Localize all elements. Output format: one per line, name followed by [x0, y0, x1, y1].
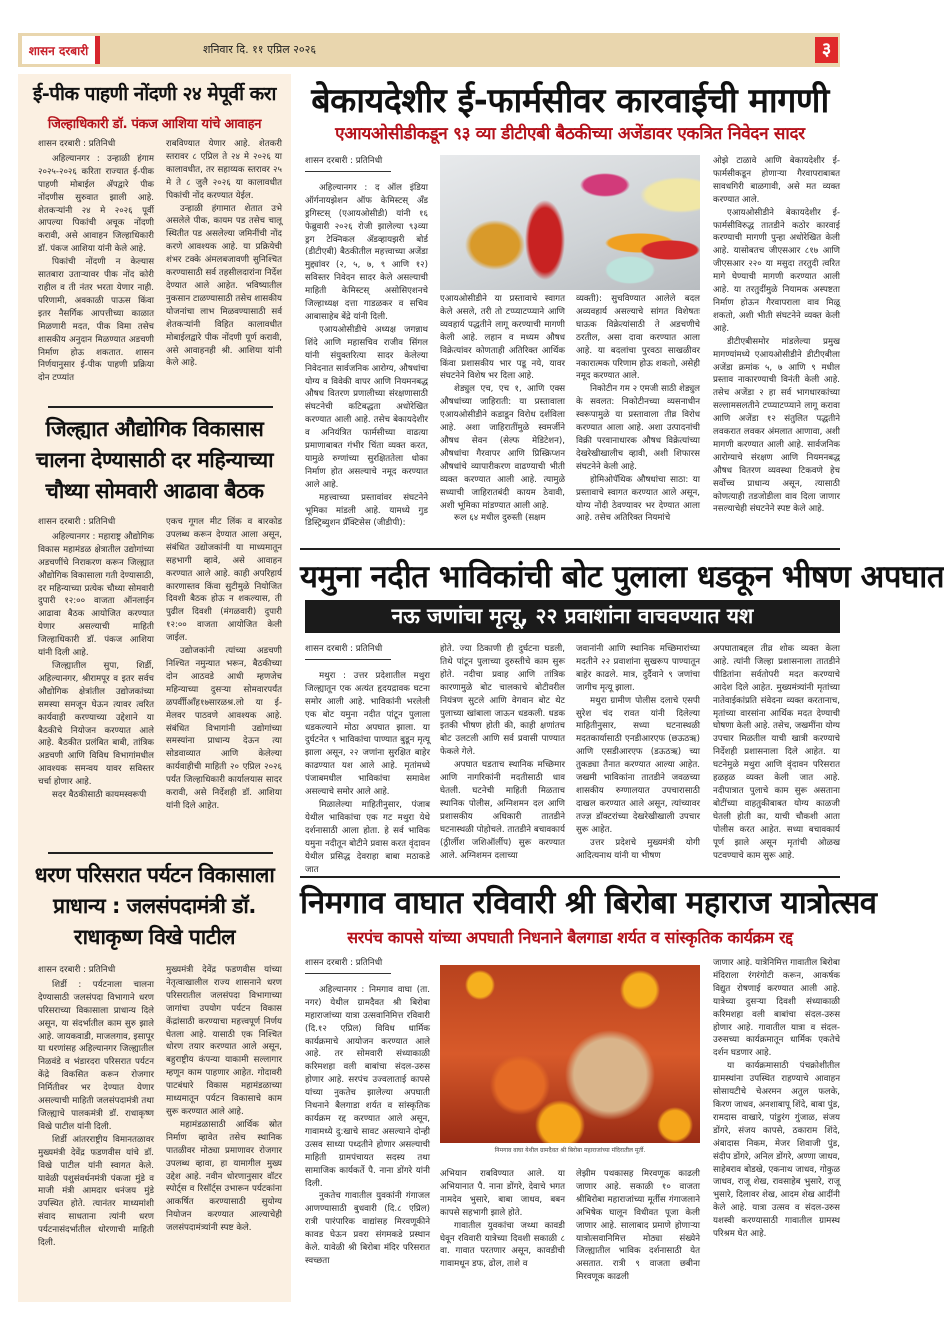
subhead-epeek: जिल्हाधिकारी डॉ. पंकज आशिया यांचे आवाहन [47, 117, 262, 132]
article-paragraph: सदर बैठकीसाठी कायमस्वरूपी [52, 790, 147, 801]
article-paragraph: मिळालेल्या माहितीनुसार, पंजाब येथील भाविकांचा एक गट मथुरा येथे दर्शनासाठी आला होता. हे सर्व भाविक यमुना नदीतून बोटीने प्रवास करत वृंदावन येथील प्रसिद्ध देवराहा बाबा मठाकडे जात [305, 799, 430, 875]
article-paragraph: होते. ज्या ठिकाणी ही दुर्घटना घडली, तिथे पांटून पुलाच्या दुरुस्तीचे काम सुरू होते. नदीचा प्रवाह आणि तांत्रिक कारणामुळे बोट चालकाचे बोटीवरील नियंत्रण सुटले आणि वेगवान बोट थेट पुलाच्या खांबाला जाऊन धडकली. धडक इतकी भीषण होती की, काही क्षणांतच बोट उलटली आणि सर्व प्रवासी पाण्यात फेकले गेले. [440, 644, 565, 758]
article-column [166, 138, 282, 400]
headline-nimgaon: निमगाव वाघात रविवारी श्री बिरोबा महाराज यात्रोत्सव [300, 885, 877, 921]
article-column [305, 155, 428, 545]
article-paragraph: निकोटीन गम २ एमजी साठी शेड्युल के सवलत: निकोटीनच्या व्यसनाधीन स्वरूपामुळे या प्रस्तावाला तीव्र विरोध करण्यात आला आहे. अशा उत्पादनांची विक्री परवानाधारक औषध विक्रेत्यांच्या देखरेखीखालीच व्हावी, अशी शिफारस संघटनेने केली आहे. [576, 384, 701, 472]
headline-line: धरण परिसरात पर्यटन विकासाला [34, 863, 275, 887]
article-paragraph: मथुरा ग्रामीण पोलीस दलाचे एसपी सुरेश चंद रावत यांनी दिलेल्या माहितीनुसार, सध्या घटनास्थळी मदतकार्यासाठी एनडीआरएफ (छऊठऋ) आणि एसडीआरएफ (डऊठऋ) च्या तुकड्या तैनात करण्यात आल्या आहेत. जखमी भाविकांना तातडीने जवळच्या शासकीय रुग्णालयात उपचारासाठी दाखल करण्यात आले असून, त्यांच्यावर तज्ज्ञ डॉक्टरांच्या देखरेखीखाली उपचार सुरू आहेत. [576, 695, 700, 835]
page-number: ३ [815, 37, 838, 63]
headline-line: प्राधान्य : जलसंपदामंत्री डॉ. [53, 894, 256, 918]
article-paragraph: मुख्यमंत्री देवेंद्र फडणवीस यांच्या नेतृत्वाखालील राज्य शासनाने धरण परिसरातील जलसंपदा विभागाच्या जागांचा उपयोग पर्यटन विकास केंद्रांसाठी करण्याचा महत्त्वपूर्ण निर्णय घेतला आहे. यासाठी एक निश्चित धोरण तयार करण्यात आले असून, बहुराष्ट्रीय कंपन्या याकामी सल्लागार म्हणून काम पाहणार आहेत. गोदावरी पाटबंधारे विकास महामंडळाच्या माध्यमातून पर्यटन विकासाचे काम सुरू करण्यात आले आहे. [166, 965, 282, 1117]
article-paragraph: गावातील युवकांचा जथ्था कावडी घेवून रविवारी यात्रेच्या दिवशी सकाळी ८ वा. गावात परतणार असून, कावडीची गावामधून डफ, ढोल, ताशे व [440, 1220, 565, 1270]
article-column [166, 964, 282, 1294]
headline-dam [22, 860, 287, 953]
article-column [440, 1168, 565, 1298]
article-paragraph: उद्योजकांनी त्यांच्या अडचणी निश्चित नमुन्यात भरून, बैठकीच्या दोन आठवडे आधी म्हणजेच महिन्याच्या दुसऱ्या सोमवारपर्यंत ळपर्वीीऑंह१७सारळश्र.लो या ई-मेलवर पाठवणे आवश्यक आहे. संबंधित विभागांनी उद्योगांच्या समस्यांना प्राधान्य देऊन त्या सोडवाव्यात आणि केलेल्या कार्यवाहीची माहिती २० एप्रिल २०२६ पर्यंत जिल्हाधिकारी कार्यालयास सादर करावी, असे निर्देशही डॉ. आशिया यांनी दिले आहेत. [166, 646, 282, 811]
article-paragraph: जवानांनी आणि स्थानिक मच्छिमारांच्या मदतीने २२ प्रवाशांना सुखरूप पाण्यातून बाहेर काढले. मात्र, दुर्दैवाने ९ जणांचा जागीच मृत्यू झाला. [576, 644, 700, 693]
article-column [576, 643, 700, 873]
headline-epeek: ई-पीक पाहणी नोंदणी २४ मेपूर्वी करा [33, 83, 276, 105]
headline-line: चालना देण्यासाठी दर महिन्याच्या [35, 448, 274, 472]
article-paragraph: शिर्डी आंतरराष्ट्रीय विमानतळावर मुख्यमंत्री देवेंद्र फडणवीस यांचे डॉ. विखे पाटील यांनी स्वागत केले. यावेळी पशुसंवर्धनमंत्री पंकजा मुंडे व माजी मंत्री आमदार धनंजय मुंडे उपस्थित होते. त्यानंतर माध्यमांशी संवाद साधताना त्यांनी धरण पर्यटनासंदर्भातील धोरणाची माहिती दिली. [38, 1134, 154, 1249]
article-paragraph: एआयओसीडीने या प्रस्तावाचे स्वागत केले असले, तरी तो टप्प्याटप्प्याने आणि व्यवहार्य पद्धतीने लागू करण्याची मागणी केली आहे. लहान व मध्यम औषध विक्रेत्यांवर कोणताही अतिरिक्त आर्थिक किंवा प्रशासकीय भार पडू नये, यावर संघटनेने विशेष भर दिला आहे. [440, 294, 565, 382]
divider [48, 406, 273, 408]
article-paragraph: अहिल्यानगर : उन्हाळी हंगाम २०२५-२०२६ करिता राज्यात ई-पीक पाहणी मोबाईल ॲपद्वारे पीक नोंदणीस सुरुवात झाली आहे. शेतकऱ्यांनी २४ मे २०२६ पूर्वी आपल्या पिकांची अचूक नोंदणी करावी, असे आवाहन जिल्हाधिकारी डॉ. पंकज आशिया यांनी केले आहे. [38, 153, 154, 255]
article-column [440, 643, 565, 873]
headline-line: जिल्ह्यात औद्योगिक विकासास [45, 417, 264, 441]
byline: शासन दरबारी : प्रतिनिधी [305, 155, 391, 172]
photo-caption: निमगाव वाघा येथील ग्रामदैवत श्री बिरोबा महाराजांच्या मंदिरातील मूर्ती. [494, 1147, 646, 1154]
article-column [305, 957, 430, 1297]
article-column [38, 964, 154, 1294]
article-paragraph: अहिल्यानगर : निमगाव वाघा (ता. नगर) येथील ग्रामदैवत श्री बिरोबा महाराजांच्या यात्रा उत्सवानिमित्त रविवारी (दि.१२ एप्रिल) विविध धार्मिक कार्यक्रमाचे आयोजन करण्यात आले आहे. तर सोमवारी संध्याकाळी करिमशहा वली बाबांचा संदल-उरुस होणार आहे. सरपंच उज्वलाताई कापसे यांच्या नुकतेच झालेल्या अपघाती निधनाने बैलगाडा शर्यत व सांस्कृतिक कार्यक्रम रद्द करण्यात आले असून, गावामध्ये दु:खाचे सावट असल्याने दोन्ही उत्सव साध्या पध्दतीने होणार असल्याची माहिती ग्रामपंचायत सदस्य तथा सामाजिक कार्यकर्ते पै. नाना डोंगरे यांनी दिली. [305, 984, 430, 1189]
subhead-pharmacy: एआयओसीडीकडून ९३ व्या डीटीएबी बैठकीच्या अजेंडावर एकत्रित निवेदन सादर [335, 124, 805, 144]
byline: शासन दरबारी : प्रतिनिधी [305, 643, 391, 660]
headline-yamuna: यमुना नदीत भाविकांची बोट पुलाला धडकून भीषण अपघात [300, 559, 944, 595]
article-paragraph: एआयओसीडीने बेकायदेशीर ई-फार्मसीविरुद्ध तातडीने कठोर कारवाई करण्याची मागणी पुन्हा अधोरेखित केली आहे. यासोबतच जीएसआर ८१७ आणि जीएसआर २२० या मसुदा तरतुदी त्वरित मागे घेण्याची मागणी करण्यात आली आहे. या तरतुदींमुळे नियामक अस्पष्टता निर्माण होऊन गैरवापराला वाव मिळू शकतो, अशी भीती संघटनेने व्यक्त केली आहे. [713, 207, 840, 334]
article-paragraph: शेड्युल एच, एच १, आणि एक्स औषधांच्या जाहिराती: या प्रस्तावाला एआयओसीडीने कडाडून विरोध दर्शविला आहे. अशा जाहिरातींमुळे स्वमर्जीने औषध सेवन (सेल्फ मेडिटेशन), औषधांचा गैरवापर आणि प्रिस्क्रिप्शन औषधांचे व्यापारीकरण वाढण्याची भीती व्यक्त करण्यात आली आहे. त्यामुळे सध्याची जाहिरातबंदी कायम ठेवावी, अशी भूमिका मांडण्यात आली आहे. [440, 384, 565, 511]
divider [300, 876, 840, 878]
article-paragraph: उत्तर प्रदेशचे मुख्यमंत्री योगी आदित्यनाथ यांनी या भीषण [576, 837, 700, 861]
headline-pharmacy: बेकायदेशीर ई-फार्मसीवर कारवाईची मागणी [311, 81, 829, 121]
article-paragraph: जिल्ह्यातील सुपा, शिर्डी, अहिल्यानगर, श्रीरामपूर व इतर सर्वच औद्योगिक क्षेत्रांतील उद्योजकांच्या समस्या समजून घेऊन त्यावर त्वरित कार्यवाही करण्याच्या उद्देशाने या बैठकीचे नियोजन करण्यात आले आहे. बैठकीत प्रलंबित बाबी, तांत्रिक अडचणी आणि विविध विभागांमधील आवश्यक समन्वय यावर सविस्तर चर्चा होणार आहे. [38, 660, 154, 788]
article-paragraph: होमिओपॅथिक औषधांचा साठा: या प्रस्तावाचे स्वागत करण्यात आले असून, योग्य नोंदी ठेवण्यावर भर देण्यात आला आहे. तसेच अतिरिक्त नियमांचे [576, 474, 700, 524]
article-paragraph: ओझे टाळावे आणि बेकायदेशीर ई-फार्मसीकडून होणाऱ्या गैरवापराबाबत सावधगिरी बाळगावी, असे मत व्यक्त करण्यात आले. [713, 156, 840, 205]
article-paragraph: अपघाताबद्दल तीव्र शोक व्यक्त केला आहे. त्यांनी जिल्हा प्रशासनाला तातडीने पीडितांना सर्वतोपरी मदत करण्याचे आदेश दिले आहेत. मुख्यमंत्र्यांनी मृतांच्या नातेवाईकांप्रति संवेदना व्यक्त करतानाच, मृतांच्या वारसांना आर्थिक मदत देण्याची घोषणा केली आहे. तसेच, जखमींना योग्य उपचार मिळतील याची खात्री करण्याचे निर्देशही प्रशासनाला दिले आहेत. या घटनेमुळे मथुरा आणि वृंदावन परिसरात हळहळ व्यक्त केली जात आहे. नदीपात्रात पुलाचे काम सुरू असताना बोटींच्या वाहतुकीबाबत योग्य काळजी घेतली होती का, याची चौकशी आता पोलीस करत आहेत. सध्या बचावकार्य पूर्ण झाले असून मृतांची ओळख पटवण्याचे काम सुरू आहे. [713, 644, 840, 861]
article-column [38, 516, 154, 844]
headline-industry [22, 414, 287, 507]
article-column [713, 643, 840, 873]
masthead-bar [18, 33, 840, 67]
article-column [38, 138, 154, 400]
byline: शासन दरबारी : प्रतिनिधी [38, 139, 116, 149]
article-paragraph: उन्हाळी हंगामात शेतात उभे असलेले पीक, कायम पड तसेच चालू स्थितीत पड असलेल्या जमिनींची नोंद करणे आवश्यक आहे. या प्रक्रियेची शंभर टक्के अंमलबजावणी सुनिश्चित करण्यासाठी सर्व तहसीलदारांना निर्देश देण्यात आले आहेत. भविष्यातील नुकसान टाळण्यासाठी तसेच शासकीय योजनांचा लाभ मिळवण्यासाठी सर्व शेतकऱ्यांनी विहित कालावधीत मोबाईलद्वारे पीक नोंदणी पूर्ण करावी, असे आवाहनही श्री. आशिया यांनी केले आहे. [166, 203, 282, 369]
article-paragraph: पिकांची नोंदणी न केल्यास सातबारा उताऱ्यावर पीक नोंद कोरी राहील व ती नंतर भरता येणार नाही. परिणामी, अवकाळी पाऊस किंवा इतर नैसर्गिक आपत्तीच्या काळात मिळणारी मदत, पीक विमा तसेच शासकीय अनुदान मिळण्यात अडचणी निर्माण होऊ शकतात. शासन निर्णयानुसार ई-पीक पाहणी प्रक्रिया दोन टप्प्यांत [38, 257, 154, 384]
article-paragraph: या कार्यक्रमासाठी पंचक्रोशीतील ग्रामस्थांना उपस्थित राहण्याचे आवाहन सोसायटीचे चेअरमन अतुल फलके, किरण जाधव, अनशाबापू शिंदे, बाबा पुंड, रामदास वाखारे, पांडुरंग गुंजाळ, संजय डोंगरे, संजय कापसे, ठकाराम शिंदे, अंबादास निकम, मेजर शिवाजी पुंड, संदीप डोंगरे, अनिल डोंगरे, अण्णा जाधव, साहेबराव बोडखे, एकनाथ जाधव, गोकुळ जाधव, राजू शेख, रावसाहेब भुसारे, राजू भुसारे, दिलावर शेख, आदम शेख आदींनी केले आहे. यात्रा उत्सव व संदल-उरुस यशस्वी करण्यासाठी गावातील ग्रामस्थ परिश्रम घेत आहे. [713, 1061, 840, 1240]
biroba-idol-photo [440, 965, 700, 1143]
article-paragraph: मथुरा : उत्तर प्रदेशातील मथुरा जिल्ह्यातून एक अत्यंत हृदयद्रावक घटना समोर आली आहे. भाविकांनी भरलेली एक बोट यमुना नदीत पांटून पुलाला धडकल्याने मोठा अपघात झाला. या दुर्घटनेत ९ भाविकांचा पाण्यात बुडून मृत्यू झाला असून, २२ जणांना सुरक्षित बाहेर काढण्यात यश आले आहे. मृतांमध्ये पंजाबमधील भाविकांचा समावेश असल्याचे समोर आले आहे. [305, 670, 430, 798]
article-column [440, 293, 565, 545]
article-column [713, 155, 840, 545]
logo-text: शासन दरबारी [28, 43, 89, 58]
article-paragraph: महामंडळासाठी आर्थिक स्रोत निर्माण व्हावेत तसेच स्थानिक पातळीवर मोठ्या प्रमाणावर रोजगार उपलब्ध व्हावा, हा यामागील मुख्य उद्देश आहे. नवीन धोरणानुसार वॉटर स्पोर्ट्स व रिसॉर्ट्स उभारून पर्यटकांना आकर्षित करण्यासाठी सुयोग्य नियोजन करण्यात आल्याचेही जलसंपदामंत्र्यांनी स्पष्ट केले. [166, 1119, 282, 1234]
article-paragraph: अहिल्यानगर : महाराष्ट्र औद्योगिक विकास महामंडळ क्षेत्रातील उद्योगांच्या अडचणींचे निराकरण करून जिल्ह्यात औद्योगिक विकासाला गती देण्यासाठी, दर महिन्याच्या प्रत्येक चौथ्या सोमवारी दुपारी १२:०० वाजता ऑनलाईन आढावा बैठक आयोजित करण्यात येणार असल्याची माहिती जिल्हाधिकारी डॉ. पंकज आशिया यांनी दिली आहे. [38, 531, 155, 659]
article-paragraph: महत्त्वाच्या प्रस्तावांवर संघटनेने भूमिका मांडली आहे. यामध्ये गुड डिस्ट्रिब्युशन प्रॅक्टिसेस (जीडीपी): [305, 492, 428, 529]
byline: शासन दरबारी : प्रतिनिधी [305, 957, 391, 974]
article-paragraph: शिर्डी : पर्यटनाला चालना देण्यासाठी जलसंपदा विभागाने धरण परिसराच्या विकासाला प्राधान्य दिले असून, या संदर्भातील काम सुरु झाले आहे. जायकवाडी, माजलगाव, इसापूर या धरणांसह अहिल्यानगर जिल्ह्यातील निळवंडे व भंडारदरा परिसरात पर्यटन केंद्रे विकसित करून रोजगार निर्मितीवर भर देण्यात येणार असल्याची माहिती जलसंपदामंत्री तथा जिल्ह्याचे पालकमंत्री डॉ. राधाकृष्ण विखे पाटील यांनी दिली. [38, 979, 154, 1132]
divider [300, 548, 840, 550]
article-paragraph: राबविण्यात येणार आहे. शेतकरी स्तरावर ८ एप्रिल ते २४ मे २०२६ या कालावधीत, तर सहाय्यक स्तरावर २५ मे ते ८ जुलै २०२६ या कालावधीत पिकांची नोंद करण्यात येईल. [166, 139, 282, 201]
article-paragraph: एकच गूगल मीट लिंक व बारकोड उपलब्ध करून देण्यात आला असून, संबंधित उद्योजकांनी या माध्यमातून सहभागी व्हावे, असे आवाहन करण्यात आले आहे. काही अपरिहार्य कारणास्तव किंवा सुटीमुळे नियोजित दिवशी बैठक होऊ न शकल्यास, ती पुढील दिवशी (मंगळवारी) दुपारी १२:०० वाजता आयोजित केली जाईल. [166, 517, 282, 644]
article-paragraph: अभियान राबविण्यात आले. या अभियानात पै. नाना डोंगरे, देवाचे भगत नामदेव भुसारे, बाबा जाधव, बबन कापसे सहभागी झाले होते. [440, 1169, 565, 1218]
article-paragraph: डीटीएबीसमोर मांडलेल्या प्रमुख मागण्यांमध्ये एआयओसीडीने डीटीएबीला अजेंडा क्रमांक ५, ७ आणि ९ मधील प्रस्ताव नाकारण्याची विनंती केली आहे. तसेच अजेंडा २ हा सर्व भागधारकांच्या सल्लामसलतीने टप्प्याटप्प्याने लागू करावा आणि अजेंडा १२ संतुलित पद्धतीने लवकरात लवकर अंमलात आणावा, अशी मागणी करण्यात आली आहे. सार्वजनिक आरोग्याचे संरक्षण आणि नियमनबद्ध औषध वितरण व्यवस्था टिकवणे हेच सर्वोच्च प्राधान्य असून, त्यासाठी कोणत्याही तडजोडीला वाव दिला जाणार नसल्याचेही संघटनेने स्पष्ट केले आहे. [713, 336, 840, 515]
subhead-nimgaon: सरपंच कापसे यांच्या अपघाती निधनाने बैलगाडा शर्यत व सांस्कृतिक कार्यक्रम रद्द [347, 928, 793, 947]
headline-line: राधाकृष्ण विखे पाटील [74, 925, 235, 949]
article-paragraph: रूल ६४ मधील दुरुस्ती (सक्षम [454, 513, 546, 524]
headline-line: चौथ्या सोमवारी आढावा बैठक [45, 479, 264, 503]
article-column [576, 293, 700, 545]
article-column [576, 1168, 700, 1298]
article-paragraph: अपघात घडताच स्थानिक मच्छिमार आणि नागरिकांनी मदतीसाठी धाव घेतली. घटनेची माहिती मिळताच स्थानिक पोलीस, अग्निशमन दल आणि प्रशासकीय अधिकारी तातडीने घटनास्थळी पोहोचले. तातडीने बचावकार्य (ठ्रीर्लीश जशिऑर्लीप) सुरू करण्यात आले. अग्निशमन दलाच्या [440, 760, 565, 861]
article-paragraph: व्यक्ती): सुचविण्यात आलेले बदल अव्यवहार्य असल्याचे सांगत विशेषतः घाऊक विक्रेत्यांसाठी ते अडचणीचे ठरतील, असा दावा करण्यात आला आहे. या बदलांचा पुरवठा साखळीवर नकारात्मक परिणाम होऊ शकतो, असेही नमूद करण्यात आले. [576, 294, 700, 382]
medicine-pills-photo [440, 155, 700, 290]
divider [48, 852, 273, 854]
byline: शासन दरबारी : प्रतिनिधी [38, 965, 116, 975]
article-paragraph: नुकतेच गावातील युवकांनी गंगाजल आणण्यासाठी बुधवारी (दि.८ एप्रिल) रात्री पारंपारिक वाद्यांसह मिरवणूकीने कावड घेऊन प्रवरा संगमकडे प्रस्थान केले. यावेळी श्री बिरोबा मंदिर परिसरात स्वच्छता [305, 1191, 430, 1266]
article-column [713, 957, 840, 1297]
byline: शासन दरबारी : प्रतिनिधी [38, 517, 116, 527]
subhead-yamuna: नऊ जणांचा मृत्यू, २२ प्रवाशांना वाचवण्यात यश [305, 600, 840, 633]
issue-date: शनिवार दि. ११ एप्रिल २०२६ [203, 43, 317, 56]
article-column [166, 516, 282, 844]
article-paragraph: लेझीम पथकासह मिरवणूक काढली जाणार आहे. सकाळी १० वाजता श्रीबिरोबा महाराजांच्या मूर्तीस गंगाजलाने अभिषेक घालून विधीवत पूजा केली जाणार आहे. सालाबाद प्रमाणे होणाऱ्या यात्रोत्सवानिमित्त मोठ्या संख्येने जिल्ह्यातील भाविक दर्शनासाठी येत असतात. रात्री ९ वाजता छबीना मिरवणूक काढली [576, 1169, 700, 1283]
newspaper-logo [22, 36, 100, 64]
article-paragraph: जाणार आहे. यात्रेनिमित्त गावातील बिरोबा मंदिराला रंगरंगोटी करून, आकर्षक विद्युत रोषणाई करण्यात आली आहे. यात्रेच्या दुसऱ्या दिवशी संध्याकाळी करिमशहा वली बाबांचा संदल-उरुस होणार आहे. गावातील यात्रा व संदल-उरुसच्या कार्यक्रमातून धार्मिक एकतेचे दर्शन घडणार आहे. [713, 958, 840, 1059]
article-paragraph: अहिल्यानगर : द ऑल इंडिया ऑर्गनायझेशन ऑफ केमिस्टस्‌ अँड ड्रगिस्टस्‌ (एआयओसीडी) यांनी १६ फेब्रुवारी २०२६ रोजी झालेल्या ९३व्या ड्रग टेक्निकल ॲडव्हायझरी बोर्ड (डीटीएबी) बैठकीतील महत्त्वाच्या अजेंडा मुद्द्यांवर (२, ५, ७, ९ आणि १२) सविस्तर निवेदन सादर केले असल्याची माहिती केमिस्टस्‌ असोसिएशनचे जिल्हाध्यक्ष दत्ता गाडळकर व सचिव आबासाहेब बेंद्रे यांनी दिली. [305, 182, 428, 322]
article-column [305, 643, 430, 873]
article-paragraph: एआयओसीडीचे अध्यक्ष जगन्नाथ शिंदे आणि महासचिव राजीव सिंगल यांनी संयुक्तरित्या सादर केलेल्या निवेदनात सार्वजनिक आरोग्य, औषधांचा योग्य व विवेकी वापर आणि नियमनबद्ध औषध वितरण प्रणालीच्या संरक्षणासाठी संघटनेची कटिबद्धता अधोरेखित करण्यात आली आहे. तसेच बेकायदेशीर व अनियंत्रित फार्मसीच्या वाढत्या प्रमाणाबाबत गंभीर चिंता व्यक्त करत, यामुळे रुग्णांच्या सुरक्षिततेला धोका निर्माण होत असल्याचे नमूद करण्यात आले आहे. [305, 324, 428, 490]
